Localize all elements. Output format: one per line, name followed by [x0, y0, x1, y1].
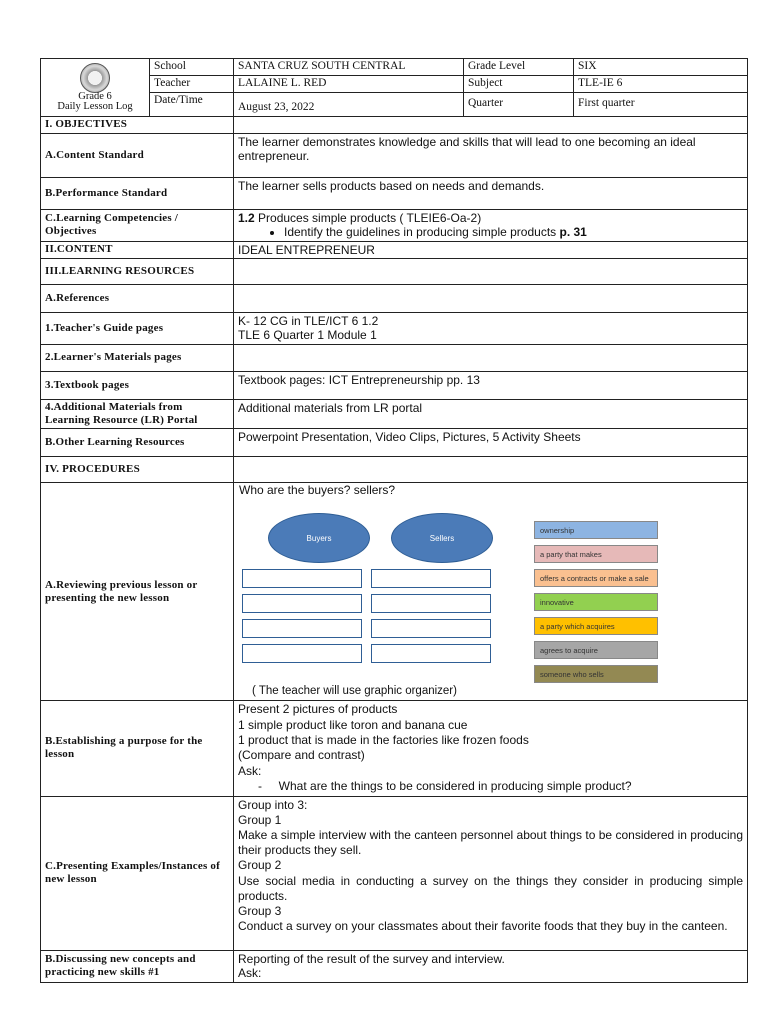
deped-seal-icon [80, 63, 110, 93]
group-line: Use social media in conducting a survey on the things they consider in producing simple products. [238, 873, 743, 903]
other-resources-label: B.Other Learning Resources [41, 429, 234, 457]
group-line: Conduct a survey on your classmates about their favorite foods that they buy in the canteen. [238, 919, 728, 934]
buyers-answer-box[interactable] [242, 644, 362, 663]
textbook-label: 3.Textbook pages [41, 371, 234, 399]
content-standard-label: A.Content Standard [41, 133, 234, 177]
purpose-line: (Compare and contrast) [238, 748, 365, 763]
subject-value: TLE-IE 6 [574, 75, 748, 92]
discussing-cell [234, 950, 748, 982]
organizer-tag[interactable]: agrees to acquire [534, 641, 658, 659]
presenting-examples-cell [234, 796, 748, 950]
purpose-line: Present 2 pictures of products [238, 702, 398, 717]
date-value: August 23, 2022 [234, 92, 464, 116]
grade-label: Grade 6 [78, 91, 112, 102]
group-line: Make a simple interview with the canteen personnel about things to be considered in producing their products they sell. [238, 827, 743, 858]
organizer-tag[interactable]: innovative [534, 593, 658, 611]
procedures-blank [234, 457, 748, 483]
graphic-organizer [238, 483, 743, 697]
sellers-oval: Sellers [391, 513, 493, 563]
group-line: Group 3 [238, 904, 282, 919]
quarter-label: Quarter [464, 92, 574, 116]
content-heading: II.CONTENT [41, 241, 234, 258]
group-line: Group 2 [238, 858, 282, 873]
purpose-label: B.Establishing a purpose for the lesson [41, 701, 234, 796]
additional-materials-value: Additional materials from LR portal [234, 399, 748, 428]
quarter-value: First quarter [574, 92, 748, 116]
competency-page: p. 31 [559, 224, 587, 239]
content-value: IDEAL ENTREPRENEUR [234, 241, 748, 258]
purpose-line: Ask: [238, 763, 262, 778]
other-resources-value: Powerpoint Presentation, Video Clips, Pictures, 5 Activity Sheets [234, 429, 748, 457]
buyers-answer-box[interactable] [242, 619, 362, 638]
school-value: SANTA CRUZ SOUTH CENTRAL [234, 59, 464, 76]
learners-materials-label: 2.Learner's Materials pages [41, 344, 234, 371]
resources-blank [234, 258, 748, 284]
group-line: Group 1 [238, 812, 282, 827]
subject-label: Subject [464, 75, 574, 92]
buyers-answer-box[interactable] [242, 569, 362, 588]
competencies-label: C.Learning Competencies / Objectives [41, 209, 234, 241]
tg-line-1: K- 12 CG in TLE/ICT 6 1.2 [238, 313, 379, 328]
sellers-answer-box[interactable] [371, 594, 491, 613]
organizer-tag[interactable]: a party that makes [534, 545, 658, 563]
teacher-value: LALAINE L. RED [234, 75, 464, 92]
additional-materials-label: 4.Additional Materials from Learning Resource (LR) Portal [41, 399, 234, 428]
purpose-line: 1 product that is made in the factories like frozen foods [238, 733, 529, 748]
purpose-question: - What are the things to be considered in producing simple product? [258, 779, 632, 794]
references-blank [234, 284, 748, 312]
sellers-answer-box[interactable] [371, 644, 491, 663]
references-label: A.References [41, 284, 234, 312]
logo-cell [41, 59, 150, 117]
resources-heading: III.LEARNING RESOURCES [41, 258, 234, 284]
organizer-tag[interactable]: offers a contracts or make a sale [534, 569, 658, 587]
objectives-blank [234, 116, 748, 133]
textbook-value: Textbook pages: ICT Entrepreneurship pp. 13 [234, 371, 748, 399]
discussing-line: Ask: [238, 965, 262, 980]
competency-number: 1.2 [238, 210, 255, 225]
buyers-answer-box[interactable] [242, 594, 362, 613]
buyers-sellers-question: Who are the buyers? sellers? [239, 483, 396, 498]
grade-level-label: Grade Level [464, 59, 574, 76]
learners-materials-blank [234, 344, 748, 371]
lesson-table [40, 58, 748, 983]
tg-line-2: TLE 6 Quarter 1 Module 1 [238, 328, 377, 343]
sellers-answer-box[interactable] [371, 569, 491, 588]
purpose-line: 1 simple product like toron and banana cue [238, 717, 468, 732]
content-standard-text: The learner demonstrates knowledge and skills that will lead to one becoming an ideal entrepreneur. [234, 133, 748, 177]
organizer-tag[interactable]: a party which acquires [534, 617, 658, 635]
teacher-label: Teacher [150, 75, 234, 92]
competency-bullet: • Identify the guidelines in producing simple products p. 31 [284, 225, 743, 239]
sellers-answer-box[interactable] [371, 619, 491, 638]
purpose-cell [234, 701, 748, 796]
reviewing-label: A.Reviewing previous lesson or presenting the new lesson [41, 483, 234, 701]
organizer-caption: ( The teacher will use graphic organizer) [252, 685, 457, 698]
discussing-label: B.Discussing new concepts and practicing new skills #1 [41, 950, 234, 982]
performance-standard-label: B.Performance Standard [41, 177, 234, 209]
procedures-heading: IV. PROCEDURES [41, 457, 234, 483]
daily-lesson-log [40, 58, 747, 983]
organizer-tag[interactable]: ownership [534, 521, 658, 539]
competency-text: Produces simple products ( TLEIE6-Oa-2) [254, 210, 482, 225]
group-line: Group into 3: [238, 797, 308, 812]
date-label: Date/Time [150, 92, 234, 116]
teachers-guide-value [234, 312, 748, 344]
log-title: Daily Lesson Log [57, 101, 133, 113]
buyers-oval: Buyers [268, 513, 370, 563]
performance-standard-text: The learner sells products based on needs and demands. [234, 177, 748, 209]
discussing-line: Reporting of the result of the survey and interview. [238, 951, 505, 966]
competencies-cell [234, 209, 748, 241]
teachers-guide-label: 1.Teacher's Guide pages [41, 312, 234, 344]
school-label: School [150, 59, 234, 76]
organizer-tag[interactable]: someone who sells [534, 665, 658, 683]
objectives-heading: I. OBJECTIVES [41, 116, 234, 133]
grade-level-value: SIX [574, 59, 748, 76]
reviewing-cell [234, 483, 748, 701]
presenting-examples-label: C.Presenting Examples/Instances of new lesson [41, 796, 234, 950]
